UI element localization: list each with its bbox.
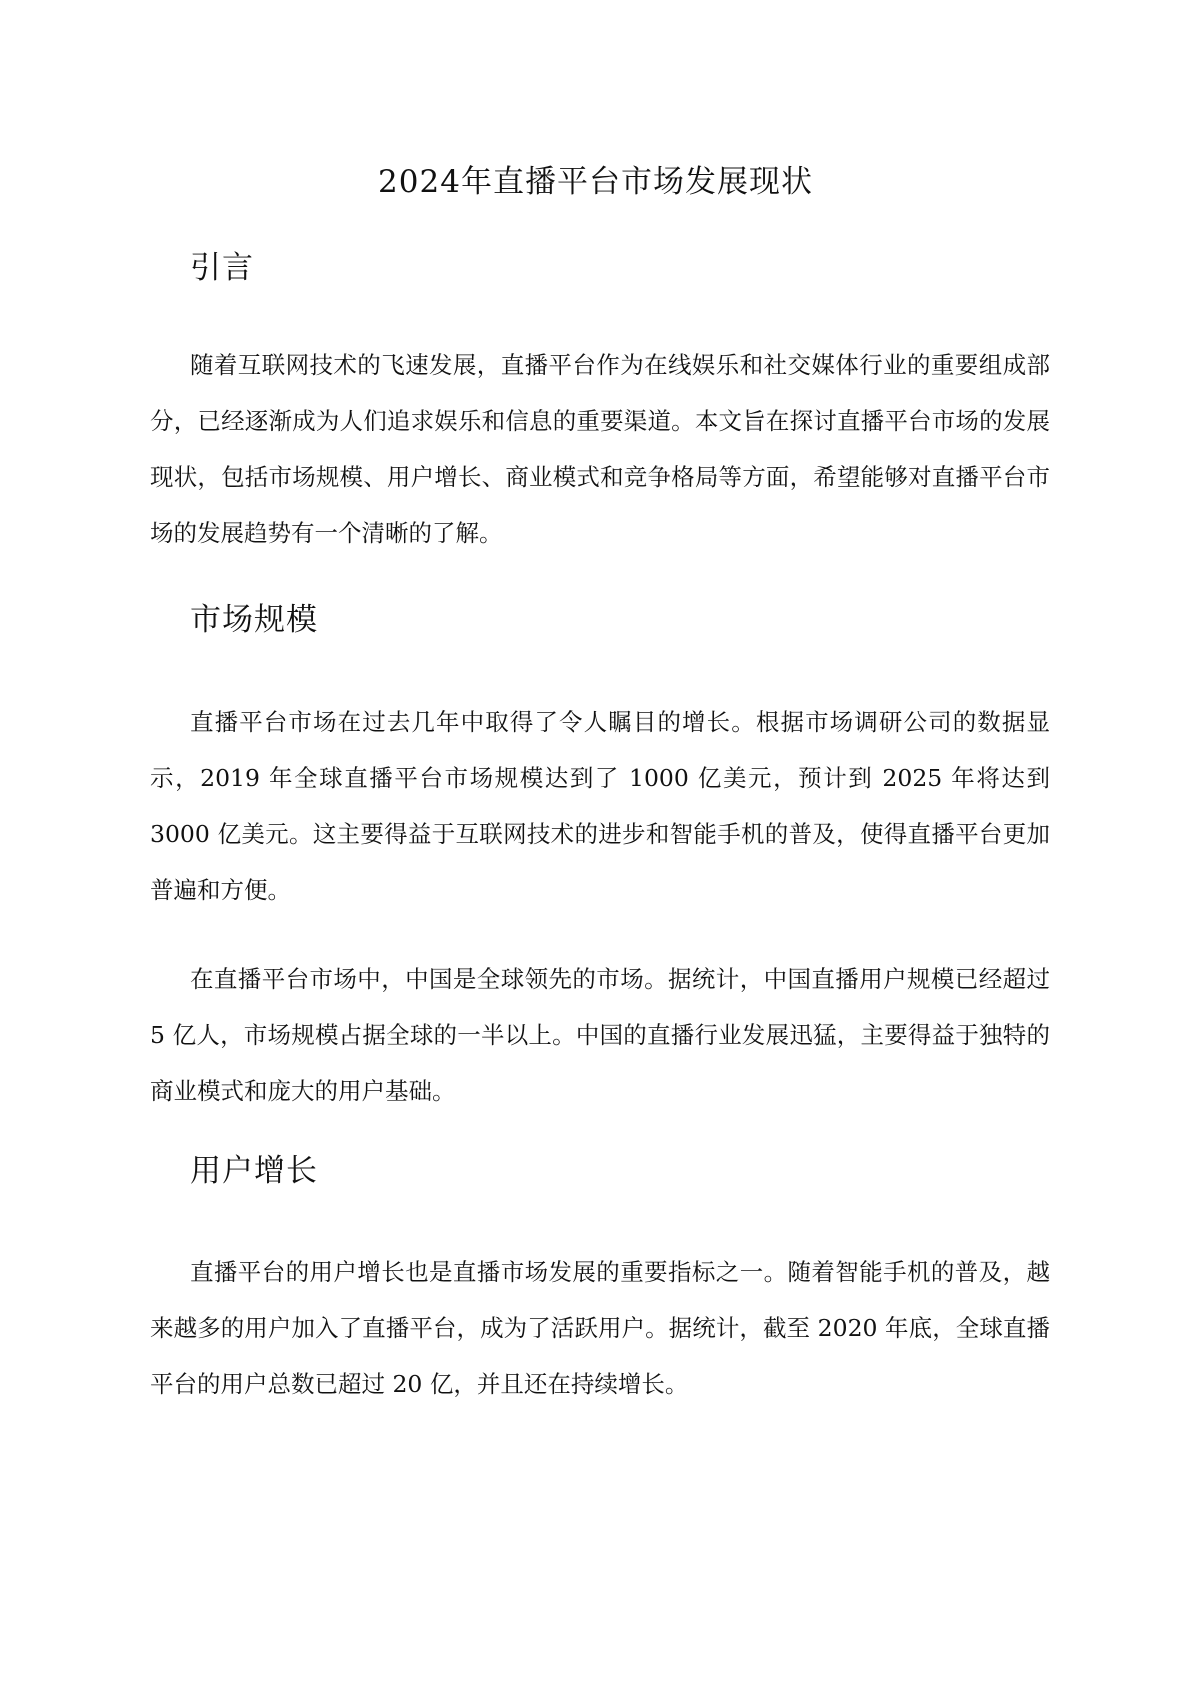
section-heading-market-size: 市场规模 (190, 602, 318, 638)
paragraph-market-size-2: 在直播平台市场中，中国是全球领先的市场。据统计，中国直播用户规模已经超过 5 亿人，市场规模占据全球的一半以上。中国的直播行业发展迅猛，主要得益于独特的商业模式和庞大的用户基础。 (150, 965, 1050, 1105)
document-title: 2024年直播平台市场发展现状 (378, 164, 813, 200)
section-heading-introduction: 引言 (190, 250, 254, 286)
paragraph-introduction: 随着互联网技术的飞速发展，直播平台作为在线娱乐和社交媒体行业的重要组成部分，已经逐渐成为人们追求娱乐和信息的重要渠道。本文旨在探讨直播平台市场的发展现状，包括市场规模、用户增长、商业模式和竞争格局等方面，希望能够对直播平台市场的发展趋势有一个清晰的了解。 (150, 351, 1050, 547)
paragraph-user-growth: 直播平台的用户增长也是直播市场发展的重要指标之一。随着智能手机的普及，越来越多的用户加入了直播平台，成为了活跃用户。据统计，截至 2020 年底，全球直播平台的用户总数已超过 20 亿，并且还在持续增长。 (150, 1258, 1050, 1398)
section-heading-user-growth: 用户增长 (190, 1153, 318, 1189)
paragraph-market-size-1: 直播平台市场在过去几年中取得了令人瞩目的增长。根据市场调研公司的数据显示，2019 年全球直播平台市场规模达到了 1000 亿美元，预计到 2025 年将达到 3000 亿美元。这主要得益于互联网技术的进步和智能手机的普及，使得直播平台更加普遍和方便。 (150, 708, 1050, 904)
